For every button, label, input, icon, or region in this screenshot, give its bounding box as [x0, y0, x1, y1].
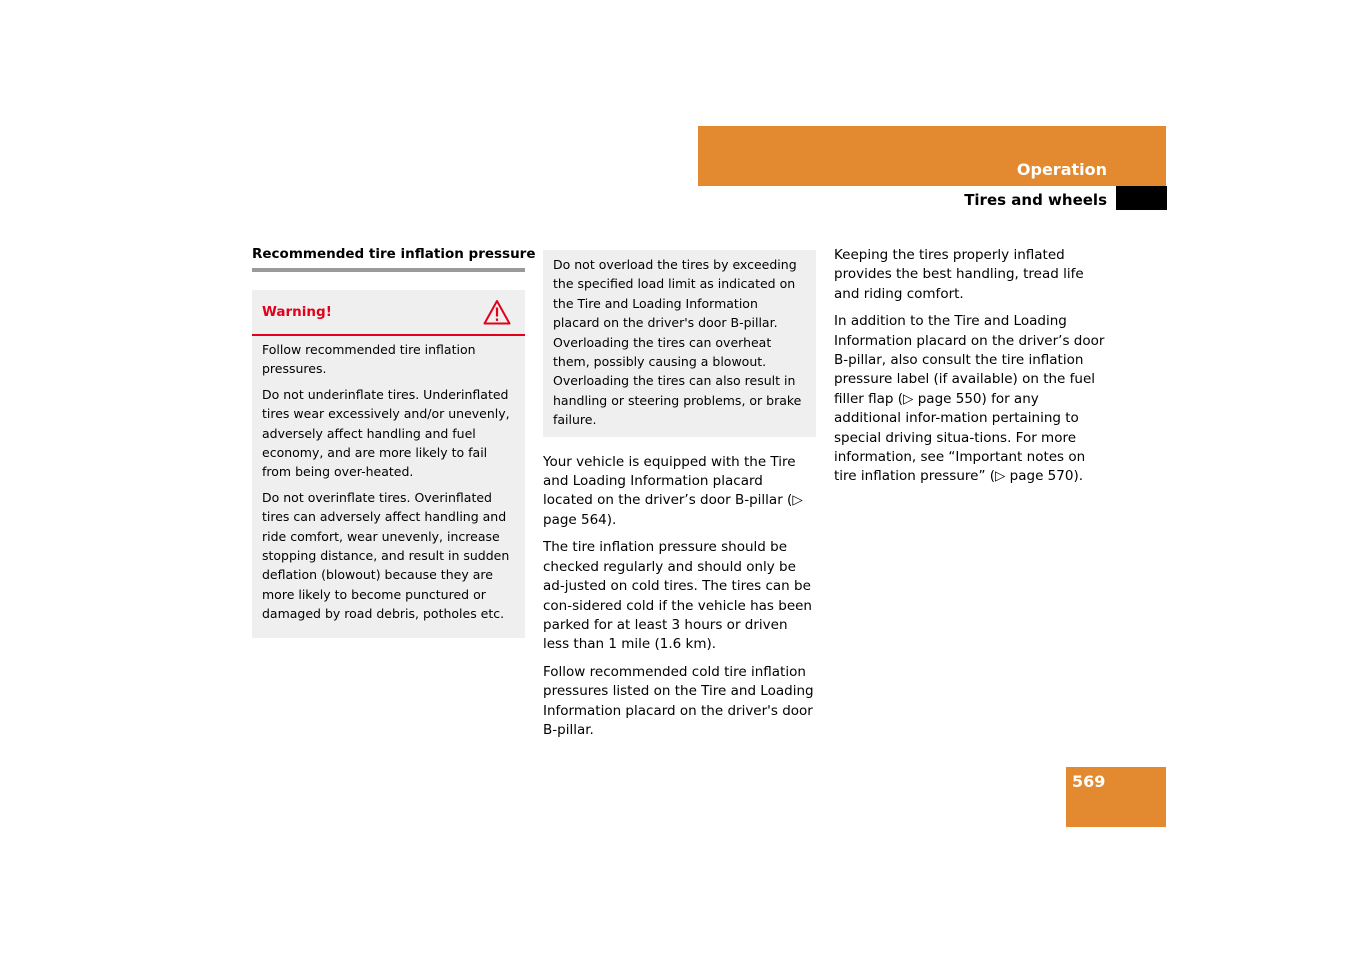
- warning-box: [252, 290, 525, 638]
- body-paragraph: Follow recommended cold tire inflation pressures listed on the Tire and Loading Information placard on the driver's door B-pillar.: [543, 663, 814, 738]
- warning-header: [252, 290, 525, 336]
- warning-paragraph: Follow recommended tire inflation pressures.: [262, 342, 476, 377]
- column-left: [252, 246, 536, 638]
- note-text: Do not overload the tires by exceeding the specified load limit as indicated on the Tire and Loading Information placard on the driver's door B-pillar. Overloading the tires can overheat them, possibly causing a blowout. Overloading the tires can also result in handling or steering problems, or brake failure.: [553, 257, 802, 428]
- column-middle: [543, 246, 816, 748]
- body-paragraph: Your vehicle is equipped with the Tire and Loading Information placard located on the driver’s door B-pillar (▷ page 564).: [543, 453, 803, 528]
- body-paragraph: The tire inflation pressure should be checked regularly and should only be ad-justed on cold tires. The tires can be con-sidered cold if the vehicle has been parked for at least 3 hours or driven less than 1 mile (1.6 km).: [543, 539, 812, 653]
- body-paragraph: Keeping the tires properly inflated provides the best handling, tread life and riding comfort.: [834, 247, 1084, 302]
- section-title: Operation: [1016, 160, 1107, 179]
- warning-triangle-icon: [483, 299, 511, 325]
- page-number: 569: [1072, 772, 1106, 791]
- warning-body: [252, 336, 525, 638]
- column-right: [834, 246, 1107, 495]
- note-box: [543, 250, 816, 437]
- warning-label: Warning!: [262, 304, 332, 320]
- warning-paragraph: Do not overinflate tires. Overinflated tires can adversely affect handling and ride comfort, wear unevenly, increase stopping distance, and result in sudden deflation (blowout) because they are more likely to become punctured or damaged by road debris, potholes etc.: [262, 489, 510, 622]
- subsection-title: Tires and wheels: [964, 191, 1107, 209]
- body-paragraph: In addition to the Tire and Loading Information placard on the driver’s door B-pillar, also consult the tire inflation pressure label (if available) on the fuel filler flap (▷ page 550) for any additional infor-mation pertaining to special driving situa-tions. For more information, see “Important notes on tire inflation pressure” (▷ page 570).: [834, 313, 1105, 485]
- topic-heading: Recommended tire inflation pressure: [252, 246, 525, 272]
- warning-paragraph: Do not underinflate tires. Underinflated tires wear excessively and/or unevenly, adversely affect handling and fuel economy, and are more likely to fail from being over-heated.: [262, 386, 510, 480]
- section-tab-marker: [1116, 186, 1167, 210]
